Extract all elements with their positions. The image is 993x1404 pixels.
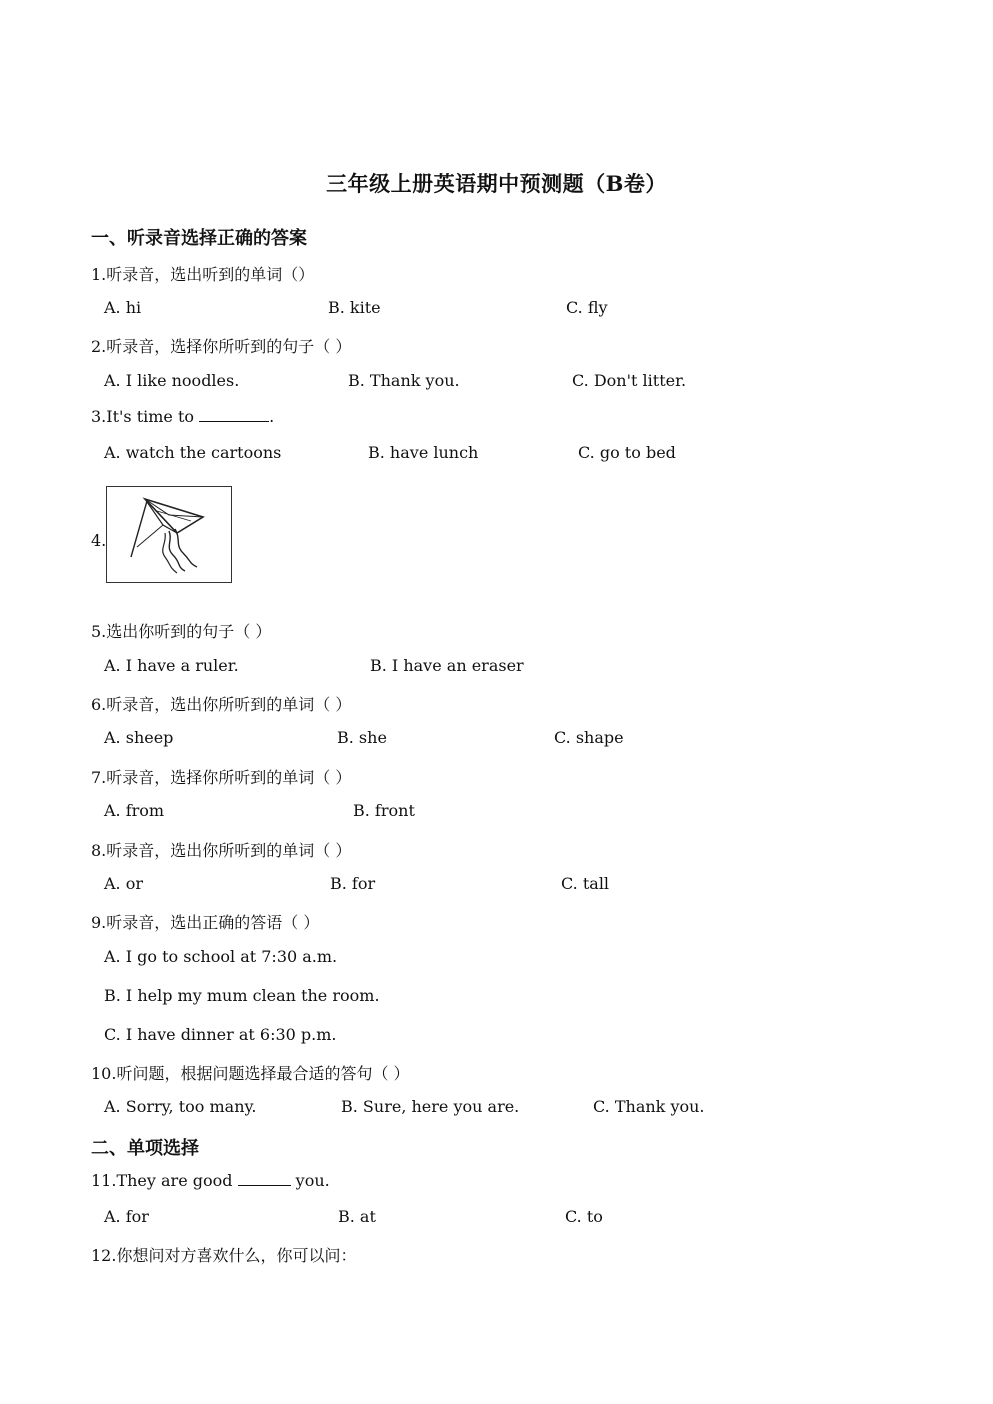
page-title: 三年级上册英语期中预测题（B卷） <box>326 171 667 196</box>
kite-picture <box>106 486 232 583</box>
question-5: 5.选出你听到的句子（ ） <box>91 622 272 641</box>
question-3-suffix: . <box>269 407 275 426</box>
q5-option-b[interactable]: B. I have an eraser <box>370 656 524 675</box>
q9-option-c[interactable]: C. I have dinner at 6:30 p.m. <box>104 1025 337 1044</box>
q10-option-a[interactable]: A. Sorry, too many. <box>104 1097 257 1116</box>
answer-blank <box>238 1171 291 1186</box>
question-2: 2.听录音，选择你所听到的句子（ ） <box>91 337 352 356</box>
question-1: 1.听录音，选出听到的单词（） <box>91 265 315 284</box>
q11-option-b[interactable]: B. at <box>338 1207 376 1226</box>
q8-option-a[interactable]: A. or <box>104 874 144 893</box>
question-3-prefix: 3.It's time to <box>91 407 200 426</box>
q6-option-a[interactable]: A. sheep <box>104 728 174 747</box>
q8-option-b[interactable]: B. for <box>330 874 376 893</box>
question-8: 8.听录音，选出你所听到的单词（ ） <box>91 841 352 860</box>
question-11 <box>91 1171 330 1190</box>
q3-option-b[interactable]: B. have lunch <box>368 443 479 462</box>
q8-option-c[interactable]: C. tall <box>561 874 610 893</box>
answer-blank <box>199 407 269 422</box>
q7-option-b[interactable]: B. front <box>353 801 415 820</box>
q1-option-a[interactable]: A. hi <box>104 298 142 317</box>
q6-option-c[interactable]: C. shape <box>554 728 624 747</box>
q2-option-b[interactable]: B. Thank you. <box>348 371 460 390</box>
question-11-suffix: you. <box>290 1171 330 1190</box>
q1-option-c[interactable]: C. fly <box>566 298 608 317</box>
q6-option-b[interactable]: B. she <box>337 728 387 747</box>
question-10: 10.听问题，根据问题选择最合适的答句（ ） <box>91 1064 410 1083</box>
question-12: 12.你想问对方喜欢什么，你可以问： <box>91 1246 357 1265</box>
q2-option-a[interactable]: A. I like noodles. <box>104 371 240 390</box>
question-4-label: 4. <box>91 531 107 550</box>
q10-option-c[interactable]: C. Thank you. <box>593 1097 705 1116</box>
q1-option-b[interactable]: B. kite <box>328 298 381 317</box>
question-3 <box>91 407 274 426</box>
section-heading-single-choice: 二、单项选择 <box>91 1138 199 1159</box>
q3-option-a[interactable]: A. watch the cartoons <box>104 443 282 462</box>
q7-option-a[interactable]: A. from <box>104 801 165 820</box>
kite-icon <box>107 487 231 582</box>
question-9: 9.听录音，选出正确的答语（ ） <box>91 913 320 932</box>
q11-option-c[interactable]: C. to <box>565 1207 603 1226</box>
question-11-prefix: 11.They are good <box>91 1171 238 1190</box>
q3-option-c[interactable]: C. go to bed <box>578 443 676 462</box>
question-6: 6.听录音，选出你所听到的单词（ ） <box>91 695 352 714</box>
q9-option-b[interactable]: B. I help my mum clean the room. <box>104 986 380 1005</box>
q2-option-c[interactable]: C. Don't litter. <box>572 371 687 390</box>
q9-option-a[interactable]: A. I go to school at 7:30 a.m. <box>104 947 338 966</box>
q10-option-b[interactable]: B. Sure, here you are. <box>341 1097 520 1116</box>
q11-option-a[interactable]: A. for <box>104 1207 149 1226</box>
section-heading-listening: 一、听录音选择正确的答案 <box>91 228 307 249</box>
q5-option-a[interactable]: A. I have a ruler. <box>104 656 239 675</box>
question-7: 7.听录音，选择你所听到的单词（ ） <box>91 768 352 787</box>
